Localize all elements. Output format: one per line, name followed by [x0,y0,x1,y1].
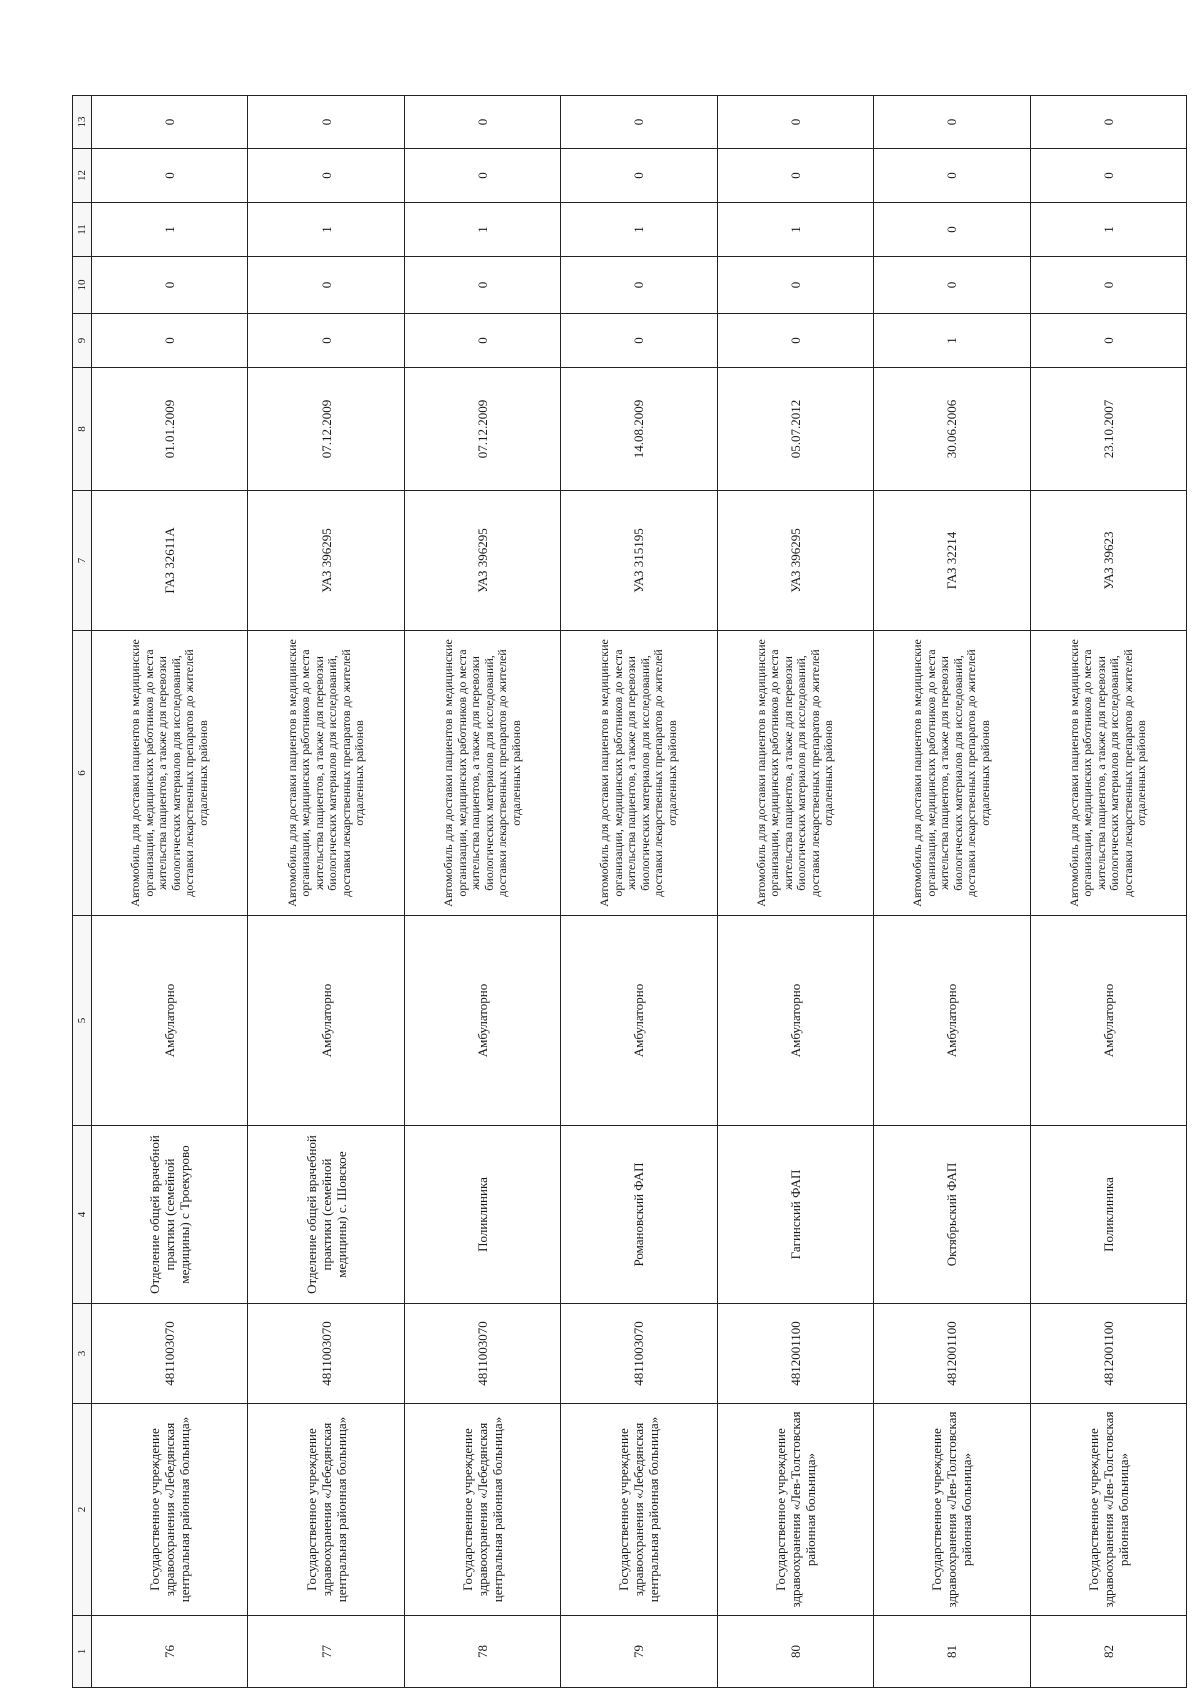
care-mode: Амбулаторно [248,916,404,1126]
department-name: Романовский ФАП [561,1126,717,1304]
vehicle-purpose: Автомобиль для доставки пациентов в медицинские организации, медицинских работников до места жительства пациентов, а также для перевозки биологических материалов для исследований, доставки лекарственных препаратов до жителей отдаленных районов [1030,631,1186,916]
col-12-value: 0 [561,149,717,203]
vehicle-model: УАЗ 39623 [1030,491,1186,631]
vehicle-purpose: Автомобиль для доставки пациентов в медицинские организации, медицинских работников до места жительства пациентов, а также для перевозки биологических материалов для исследований, доставки лекарственных препаратов до жителей отдаленных районов [404,631,560,916]
col-10-value: 0 [248,257,404,314]
col-9-value: 0 [561,314,717,368]
department-name: Поликлиника [404,1126,560,1304]
col-12-value: 0 [874,149,1030,203]
column-header-8: 8 [73,368,92,491]
col-11-value: 1 [717,203,873,257]
vehicle-model: УАЗ 396295 [404,491,560,631]
vehicle-purpose: Автомобиль для доставки пациентов в медицинские организации, медицинских работников до места жительства пациентов, а также для перевозки биологических материалов для исследований, доставки лекарственных препаратов до жителей отдаленных районов [874,631,1030,916]
col-13-value: 0 [92,96,248,149]
vehicle-purpose: Автомобиль для доставки пациентов в медицинские организации, медицинских работников до места жительства пациентов, а также для перевозки биологических материалов для исследований, доставки лекарственных препаратов до жителей отдаленных районов [92,631,248,916]
column-header-10: 10 [73,257,92,314]
col-9-value: 0 [248,314,404,368]
care-mode: Амбулаторно [1030,916,1186,1126]
row-number: 82 [1030,1616,1186,1688]
column-header-12: 12 [73,149,92,203]
col-11-value: 0 [874,203,1030,257]
row-number: 81 [874,1616,1030,1688]
care-mode: Амбулаторно [92,916,248,1126]
table-row [874,96,1030,1688]
column-header-2: 2 [73,1404,92,1616]
registration-date: 23.10.2007 [1030,368,1186,491]
col-12-value: 0 [1030,149,1186,203]
col-13-value: 0 [248,96,404,149]
column-header-5: 5 [73,916,92,1126]
column-header-13: 13 [73,96,92,149]
department-name: Отделение общей врачебной практики (семейной медицины) с. Шовское [248,1126,404,1304]
col-11-value: 1 [1030,203,1186,257]
department-name: Октябрьский ФАП [874,1126,1030,1304]
column-header-3: 3 [73,1304,92,1404]
col-9-value: 0 [1030,314,1186,368]
registration-date: 05.07.2012 [717,368,873,491]
col-9-value: 0 [92,314,248,368]
organization-name: Государственное учреждение здравоохранения «Лебедянская центральная районная больница» [404,1404,560,1616]
registration-date: 01.01.2009 [92,368,248,491]
column-header-4: 4 [73,1126,92,1304]
row-number: 76 [92,1616,248,1688]
organization-name: Государственное учреждение здравоохранения «Лебедянская центральная районная больница» [92,1404,248,1616]
col-12-value: 0 [717,149,873,203]
col-13-value: 0 [874,96,1030,149]
table-row [92,96,248,1688]
col-13-value: 0 [404,96,560,149]
col-10-value: 0 [404,257,560,314]
vehicle-model: УАЗ 396295 [248,491,404,631]
row-number: 77 [248,1616,404,1688]
vehicle-model: УАЗ 396295 [717,491,873,631]
registration-date: 30.06.2006 [874,368,1030,491]
col-10-value: 0 [717,257,873,314]
organization-name: Государственное учреждение здравоохранения «Лебедянская центральная районная больница» [248,1404,404,1616]
vehicle-table [72,95,1187,1688]
care-mode: Амбулаторно [874,916,1030,1126]
col-13-value: 0 [717,96,873,149]
organization-name: Государственное учреждение здравоохранения «Лев-Толстовская районная больница» [717,1404,873,1616]
vehicle-purpose: Автомобиль для доставки пациентов в медицинские организации, медицинских работников до места жительства пациентов, а также для перевозки биологических материалов для исследований, доставки лекарственных препаратов до жителей отдаленных районов [561,631,717,916]
organization-name: Государственное учреждение здравоохранения «Лев-Толстовская районная больница» [1030,1404,1186,1616]
row-number: 79 [561,1616,717,1688]
col-12-value: 0 [92,149,248,203]
col-10-value: 0 [874,257,1030,314]
column-header-6: 6 [73,631,92,916]
table-row [717,96,873,1688]
table-row [561,96,717,1688]
col-11-value: 1 [248,203,404,257]
department-name: Гагинский ФАП [717,1126,873,1304]
table-row [404,96,560,1688]
col-13-value: 0 [561,96,717,149]
col-9-value: 0 [717,314,873,368]
department-name: Отделение общей врачебной практики (семейной медицины) с Троекурово [92,1126,248,1304]
organization-name: Государственное учреждение здравоохранения «Лев-Толстовская районная больница» [874,1404,1030,1616]
col-9-value: 0 [404,314,560,368]
col-11-value: 1 [404,203,560,257]
vehicle-model: ГАЗ 32611А [92,491,248,631]
row-number: 78 [404,1616,560,1688]
care-mode: Амбулаторно [561,916,717,1126]
column-header-9: 9 [73,314,92,368]
header-row [73,96,92,1688]
column-header-11: 11 [73,203,92,257]
row-number: 80 [717,1616,873,1688]
col-12-value: 0 [248,149,404,203]
rotated-page [72,96,1187,1688]
department-name: Поликлиника [1030,1126,1186,1304]
vehicle-model: ГАЗ 32214 [874,491,1030,631]
organization-name: Государственное учреждение здравоохранения «Лебедянская центральная районная больница» [561,1404,717,1616]
inn-code: 4812001100 [717,1304,873,1404]
column-header-1: 1 [73,1616,92,1688]
registration-date: 07.12.2009 [248,368,404,491]
inn-code: 4812001100 [874,1304,1030,1404]
table-row [1030,96,1186,1688]
registration-date: 14.08.2009 [561,368,717,491]
inn-code: 4811003070 [92,1304,248,1404]
inn-code: 4811003070 [248,1304,404,1404]
registration-date: 07.12.2009 [404,368,560,491]
inn-code: 4811003070 [404,1304,560,1404]
col-11-value: 1 [561,203,717,257]
col-10-value: 0 [92,257,248,314]
table-row [248,96,404,1688]
col-11-value: 1 [92,203,248,257]
col-10-value: 0 [561,257,717,314]
col-12-value: 0 [404,149,560,203]
care-mode: Амбулаторно [717,916,873,1126]
col-9-value: 1 [874,314,1030,368]
care-mode: Амбулаторно [404,916,560,1126]
inn-code: 4812001100 [1030,1304,1186,1404]
col-10-value: 0 [1030,257,1186,314]
vehicle-purpose: Автомобиль для доставки пациентов в медицинские организации, медицинских работников до места жительства пациентов, а также для перевозки биологических материалов для исследований, доставки лекарственных препаратов до жителей отдаленных районов [717,631,873,916]
vehicle-model: УАЗ 315195 [561,491,717,631]
col-13-value: 0 [1030,96,1186,149]
vehicle-purpose: Автомобиль для доставки пациентов в медицинские организации, медицинских работников до места жительства пациентов, а также для перевозки биологических материалов для исследований, доставки лекарственных препаратов до жителей отдаленных районов [248,631,404,916]
column-header-7: 7 [73,491,92,631]
inn-code: 4811003070 [561,1304,717,1404]
